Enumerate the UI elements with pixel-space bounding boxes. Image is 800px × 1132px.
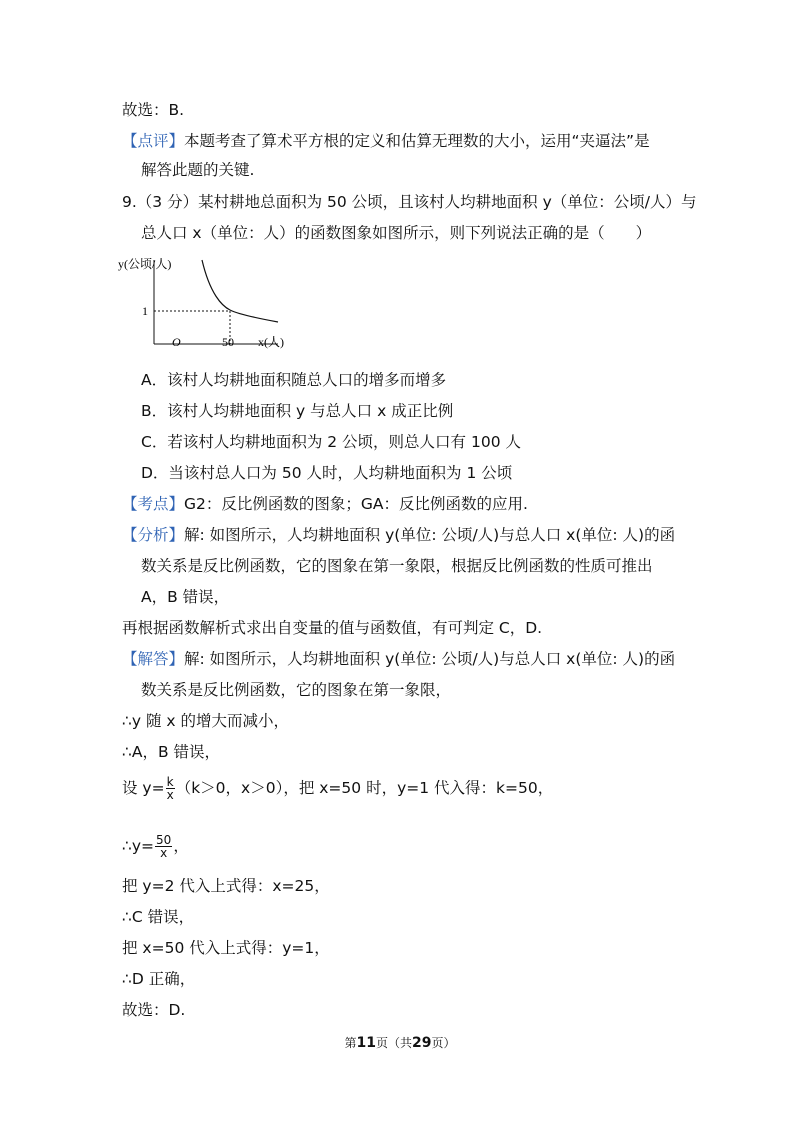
page-footer: 第11页（共29页）: [344, 1035, 456, 1051]
analysis-line-1: 【分析】解: 如图所示，人均耕地面积 y(单位: 公顷/人)与总人口 x(单位: 人)的函: [122, 526, 676, 544]
solution-line-1: 【解答】解: 如图所示，人均耕地面积 y(单位: 公顷/人)与总人口 x(单位: 人)的函: [122, 650, 676, 668]
solution-step-7: 把 x=50 代入上式得：y=1，: [122, 939, 330, 957]
y-tick-label: 1: [142, 304, 148, 318]
solution-step-9: 故选：D.: [122, 1001, 186, 1019]
hyperbola-curve: [202, 260, 278, 322]
comment-tag: 【点评】: [122, 132, 185, 150]
origin-label: O: [172, 335, 181, 349]
fraction-k-over-x: $\frac{k}{x}$: [166, 775, 174, 802]
x-tick-label: 50: [222, 335, 234, 349]
analysis-line-4: 再根据函数解析式求出自变量的值与函数值，有可判定 C，D.: [122, 619, 543, 637]
analysis-tag: 【分析】: [122, 526, 185, 544]
x-axis-label: x(人): [258, 335, 284, 349]
solution-step-6: ∴C 错误，: [122, 908, 195, 926]
analysis-line-2: 数关系是反比例函数，它的图象在第一象限，根据反比例函数的性质可推出: [141, 557, 653, 575]
analysis-line-3: A，B 错误，: [141, 588, 230, 606]
knowledge-point: 【考点】G2：反比例函数的图象；GA：反比例函数的应用.: [122, 495, 528, 513]
question-9-line-1: 9.（3 分）某村耕地总面积为 50 公顷，且该村人均耕地面积 y（单位：公顷/人）与: [122, 193, 697, 211]
solution-step-8: ∴D 正确，: [122, 970, 196, 988]
solution-step-5: 把 y=2 代入上式得：x=25，: [122, 877, 330, 895]
solution-tag: 【解答】: [122, 650, 185, 668]
solution-step-3: 设 y= $\frac{k}{x}$ （k＞0，x＞0），把 x=50 时，y=1 代入得：k=50，: [122, 775, 554, 802]
knowledge-tag: 【考点】: [122, 495, 185, 513]
solution-step-1: ∴y 随 x 的增大而减小，: [122, 712, 289, 730]
solution-line-2: 数关系是反比例函数，它的图象在第一象限，: [141, 681, 452, 699]
solution-step-2: ∴A，B 错误，: [122, 743, 221, 761]
comment-line-2: 解答此题的关键.: [141, 161, 255, 179]
comment-line-1: 【点评】本题考查了算术平方根的定义和估算无理数的大小，运用“夹逼法”是: [122, 132, 650, 150]
option-b: B．该村人均耕地面积 y 与总人口 x 成正比例: [141, 402, 454, 420]
solution-step-4: ∴y= $\frac{50}{x}$ ，: [122, 833, 189, 860]
option-c: C．若该村人均耕地面积为 2 公顷，则总人口有 100 人: [141, 433, 521, 451]
total-page-number: 29: [412, 1035, 432, 1051]
fraction-50-over-x: $\frac{50}{x}$: [156, 833, 172, 860]
inverse-function-graph: [118, 256, 298, 356]
option-a: A．该村人均耕地面积随总人口的增多而增多: [141, 371, 447, 389]
y-axis-label: y(公顷/人): [118, 257, 172, 271]
current-page-number: 11: [356, 1035, 376, 1051]
question-9-line-2: 总人口 x（单位：人）的函数图象如图所示，则下列说法正确的是（ ）: [141, 224, 652, 242]
answer-line-prev: 故选：B.: [122, 101, 185, 119]
option-d: D．当该村总人口为 50 人时，人均耕地面积为 1 公顷: [141, 464, 513, 482]
